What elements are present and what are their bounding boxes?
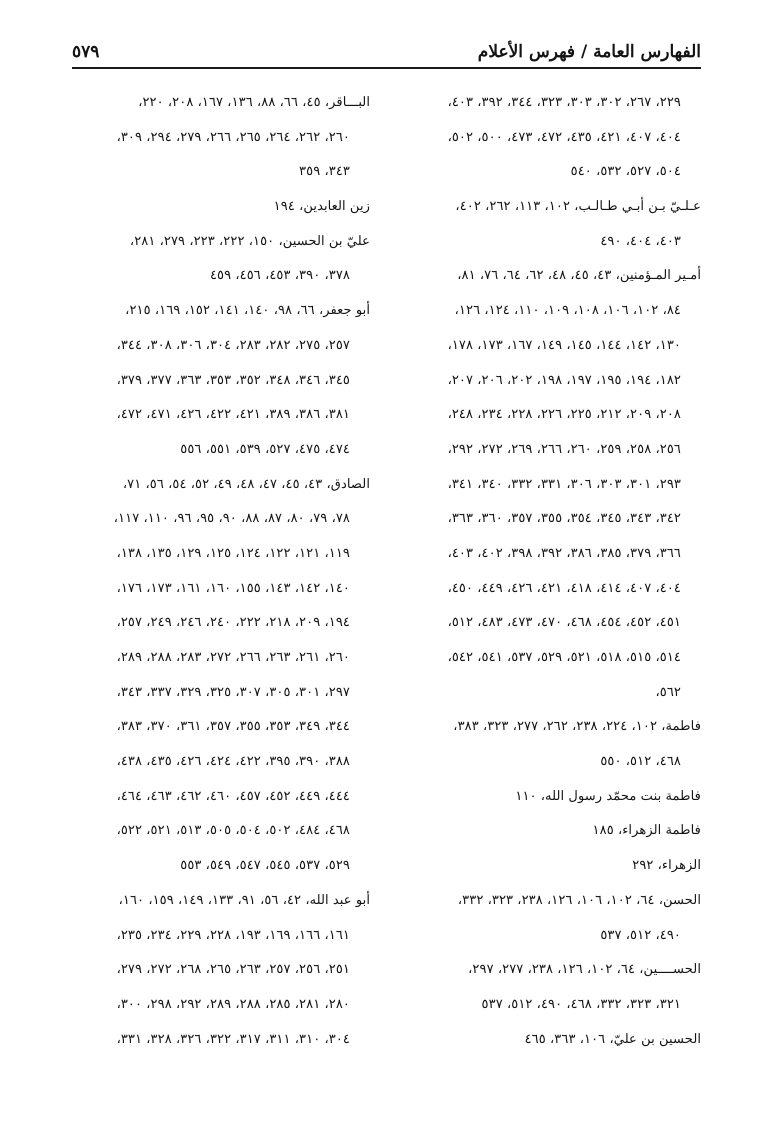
index-continuation-line: ٢٨٠، ٢٨١، ٢٨٥، ٢٨٨، ٢٨٩، ٢٩٢، ٢٩٨، ٣٠٠،: [116, 996, 350, 1012]
index-continuation-line: ٤٠٣، ٤٠٤، ٤٩٠: [600, 233, 681, 249]
index-continuation-line: ٤٠٤، ٤٠٧، ٤٢١، ٤٣٥، ٤٧٢، ٤٧٣، ٥٠٠، ٥٠٢،: [447, 129, 681, 145]
index-entry-line: زين العابدين، ١٩٤: [273, 199, 370, 215]
index-continuation-line: ٣٠٤، ٣١٠، ٣١١، ٣١٧، ٣٢٢، ٣٢٦، ٣٢٨، ٣٣١،: [116, 1031, 350, 1047]
index-continuation-line: ١٨٢، ١٩٤، ١٩٥، ١٩٧، ١٩٨، ٢٠٢، ٢٠٦، ٢٠٧،: [447, 372, 681, 388]
index-continuation-line: ٥٦٢،: [655, 684, 681, 700]
index-continuation-line: ٢٥٦، ٢٥٨، ٢٥٩، ٢٦٠، ٢٦٦، ٢٦٩، ٢٧٢، ٢٩٢،: [447, 441, 681, 457]
index-entry-line: الحسن، ٦٤، ١٠٢، ١٠٦، ١٢٦، ٢٣٨، ٣٢٣، ٣٣٢،: [457, 892, 701, 908]
index-continuation-line: ٣٧٨، ٣٩٠، ٤٥٣، ٤٥٦، ٤٥٩: [209, 268, 350, 284]
index-continuation-line: ٤٦٨، ٤٨٤، ٥٠٢، ٥٠٤، ٥٠٥، ٥١٣، ٥٢١، ٥٢٢،: [116, 823, 350, 839]
index-continuation-line: ٢٦٠، ٢٦٢، ٢٦٤، ٢٦٥، ٢٦٦، ٢٧٩، ٢٩٤، ٣٠٩،: [116, 129, 350, 145]
index-column-right: [405, 86, 701, 1057]
index-continuation-line: ٢٥١، ٢٥٦، ٢٥٧، ٢٦٣، ٢٦٥، ٢٦٨، ٢٧٢، ٢٧٩،: [116, 962, 350, 978]
index-continuation-line: ٣٢١، ٣٢٣، ٣٣٢، ٤٦٨، ٤٩٠، ٥١٢، ٥٣٧: [481, 996, 681, 1012]
index-continuation-line: ١٩٤، ٢٠٩، ٢١٨، ٢٢٢، ٢٤٠، ٢٤٦، ٢٤٩، ٢٥٧،: [116, 615, 350, 631]
index-column-left: [74, 86, 370, 1057]
index-entry-line: الصادق، ٤٣، ٤٥، ٤٧، ٤٨، ٤٩، ٥٢، ٥٤، ٥٦، ٧١،: [122, 476, 370, 492]
index-continuation-line: ٤٥١، ٤٥٢، ٤٥٤، ٤٦٨، ٤٧٠، ٤٧٣، ٤٨٣، ٥١٢،: [447, 615, 681, 631]
header-rule: [72, 67, 701, 69]
page-number: ٥٧٩: [72, 42, 100, 62]
index-entry-line: الحســــين، ٦٤، ١٠٢، ١٢٦، ٢٣٨، ٢٧٧، ٢٩٧،: [468, 962, 701, 978]
index-continuation-line: ٥٢٩، ٥٣٧، ٥٤٥، ٥٤٧، ٥٤٩، ٥٥٣: [180, 858, 350, 874]
index-continuation-line: ٣٨١، ٣٨٦، ٣٨٩، ٤٢١، ٤٢٢، ٤٢٦، ٤٧١، ٤٧٢،: [116, 407, 350, 423]
index-entry-line: عليّ بن الحسين، ١٥٠، ٢٢٢، ٢٢٣، ٢٧٩، ٢٨١،: [129, 233, 370, 249]
index-continuation-line: ١٣٠، ١٤٢، ١٤٤، ١٤٥، ١٤٩، ١٦٧، ١٧٣، ١٧٨،: [447, 337, 681, 353]
index-continuation-line: ١٦١، ١٦٦، ١٦٩، ١٩٣، ٢٢٨، ٢٢٩، ٢٣٤، ٢٣٥،: [116, 927, 350, 943]
index-continuation-line: ٢٩٧، ٣٠١، ٣٠٥، ٣٠٧، ٣٢٥، ٣٢٩، ٣٣٧، ٣٤٣،: [116, 684, 350, 700]
index-continuation-line: ٣٨٨، ٣٩٠، ٣٩٥، ٤٢٢، ٤٢٤، ٤٢٦، ٤٣٥، ٤٣٨،: [116, 754, 350, 770]
index-continuation-line: ٢٠٨، ٢٠٩، ٢١٢، ٢٢٥، ٢٢٦، ٢٢٨، ٢٣٤، ٢٤٨،: [447, 407, 681, 423]
index-continuation-line: ٤٤٤، ٤٤٩، ٤٥٢، ٤٥٧، ٤٦٠، ٤٦٢، ٤٦٣، ٤٦٤،: [116, 788, 350, 804]
page-header: [72, 38, 701, 62]
index-continuation-line: ٣٦٦، ٣٧٩، ٣٨٥، ٣٨٦، ٣٩٢، ٣٩٨، ٤٠٢، ٤٠٣،: [447, 545, 681, 561]
index-continuation-line: ١١٩، ١٢١، ١٢٢، ١٢٤، ١٢٥، ١٢٩، ١٣٥، ١٣٨،: [116, 545, 350, 561]
index-entry-line: أبو جعفر، ٦٦، ٩٨، ١٤٠، ١٤١، ١٥٢، ١٦٩، ٢١٥،: [125, 303, 370, 319]
index-continuation-line: ٢٩٣، ٣٠١، ٣٠٣، ٣٠٦، ٣٣١، ٣٣٢، ٣٤٠، ٣٤١،: [447, 476, 681, 492]
index-continuation-line: ٣٤٣، ٣٥٩: [299, 164, 350, 180]
index-entry-line: أمـير المـؤمنين، ٤٣، ٤٥، ٤٨، ٦٢، ٦٤، ٧٦، ٨١،: [457, 268, 701, 284]
running-title: الفهارس العامة / فهرس الأعلام: [477, 42, 701, 62]
index-continuation-line: ٤٩٠، ٥١٢، ٥٣٧: [600, 927, 681, 943]
index-continuation-line: ٧٨، ٧٩، ٨٠، ٨٧، ٨٨، ٩٠، ٩٥، ٩٦، ١١٠، ١١٧،: [113, 511, 350, 527]
index-entry-line: فاطمة الزهراء، ١٨٥: [592, 823, 701, 839]
index-continuation-line: ١٤٠، ١٤٢، ١٤٣، ١٥٥، ١٦٠، ١٦١، ١٧٣، ١٧٦،: [116, 580, 350, 596]
index-continuation-line: ٨٤، ١٠٢، ١٠٦، ١٠٨، ١٠٩، ١١٠، ١٢٤، ١٢٦،: [454, 303, 681, 319]
index-continuation-line: ٤٦٨، ٥١٢، ٥٥٠: [600, 754, 681, 770]
index-continuation-line: ٤٠٤، ٤٠٧، ٤١٤، ٤١٨، ٤٢١، ٤٢٦، ٤٤٩، ٤٥٠،: [447, 580, 681, 596]
index-continuation-line: ٥٠٤، ٥٢٧، ٥٣٢، ٥٤٠: [570, 164, 681, 180]
index-continuation-line: ٢٦٠، ٢٦١، ٢٦٣، ٢٦٦، ٢٧٢، ٢٨٣، ٢٨٨، ٢٨٩،: [116, 650, 350, 665]
index-continuation-line: ٣٤٤، ٣٤٩، ٣٥٣، ٣٥٥، ٣٥٧، ٣٦١، ٣٧٠، ٣٨٣،: [116, 719, 350, 735]
index-continuation-line: ٤٧٤، ٤٧٥، ٥٢٧، ٥٣٩، ٥٥١، ٥٥٦: [180, 441, 350, 457]
index-entry-line: عـلـيّ بـن أبـي طـالـب، ١٠٢، ١١٣، ٢٦٢، ٤٠٢،: [455, 199, 701, 215]
index-entry-line: الزهراء، ٢٩٢: [632, 858, 701, 874]
index-entry-line: أبو عبد الله، ٤٢، ٥٦، ٩١، ١٣٣، ١٤٩، ١٥٩، ١٦٠،: [118, 892, 370, 908]
index-continuation-line: ٢٢٩، ٢٦٧، ٣٠٢، ٣٠٣، ٣٢٣، ٣٤٤، ٣٩٢، ٤٠٣،: [447, 95, 681, 110]
index-entry-line: فاطمة، ١٠٢، ٢٢٤، ٢٣٨، ٢٦٢، ٢٧٧، ٣٢٣، ٣٨٣،: [453, 719, 701, 735]
index-continuation-line: ٣٤٢، ٣٤٣، ٣٤٥، ٣٥٤، ٣٥٥، ٣٥٧، ٣٦٠، ٣٦٣،: [447, 511, 681, 527]
index-entry-line: الحسين بن عليّ، ١٠٦، ٣٦٣، ٤٦٥: [524, 1031, 701, 1047]
index-continuation-line: ٢٥٧، ٢٧٥، ٢٨٢، ٢٨٣، ٣٠٤، ٣٠٦، ٣٠٨، ٣٤٤،: [116, 337, 350, 353]
index-continuation-line: ٥١٤، ٥١٥، ٥١٨، ٥٢١، ٥٢٩، ٥٣٧، ٥٤١، ٥٤٢،: [447, 650, 681, 665]
index-entry-line: البـــاقر، ٤٥، ٦٦، ٨٨، ١٣٦، ١٦٧، ٢٠٨، ٢٢٠،: [138, 95, 370, 110]
index-entry-line: فاطمة بنت محمّد رسول الله، ١١٠: [515, 788, 701, 804]
index-continuation-line: ٣٤٥، ٣٤٦، ٣٤٨، ٣٥٢، ٣٥٣، ٣٦٣، ٣٧٧، ٣٧٩،: [116, 372, 350, 388]
